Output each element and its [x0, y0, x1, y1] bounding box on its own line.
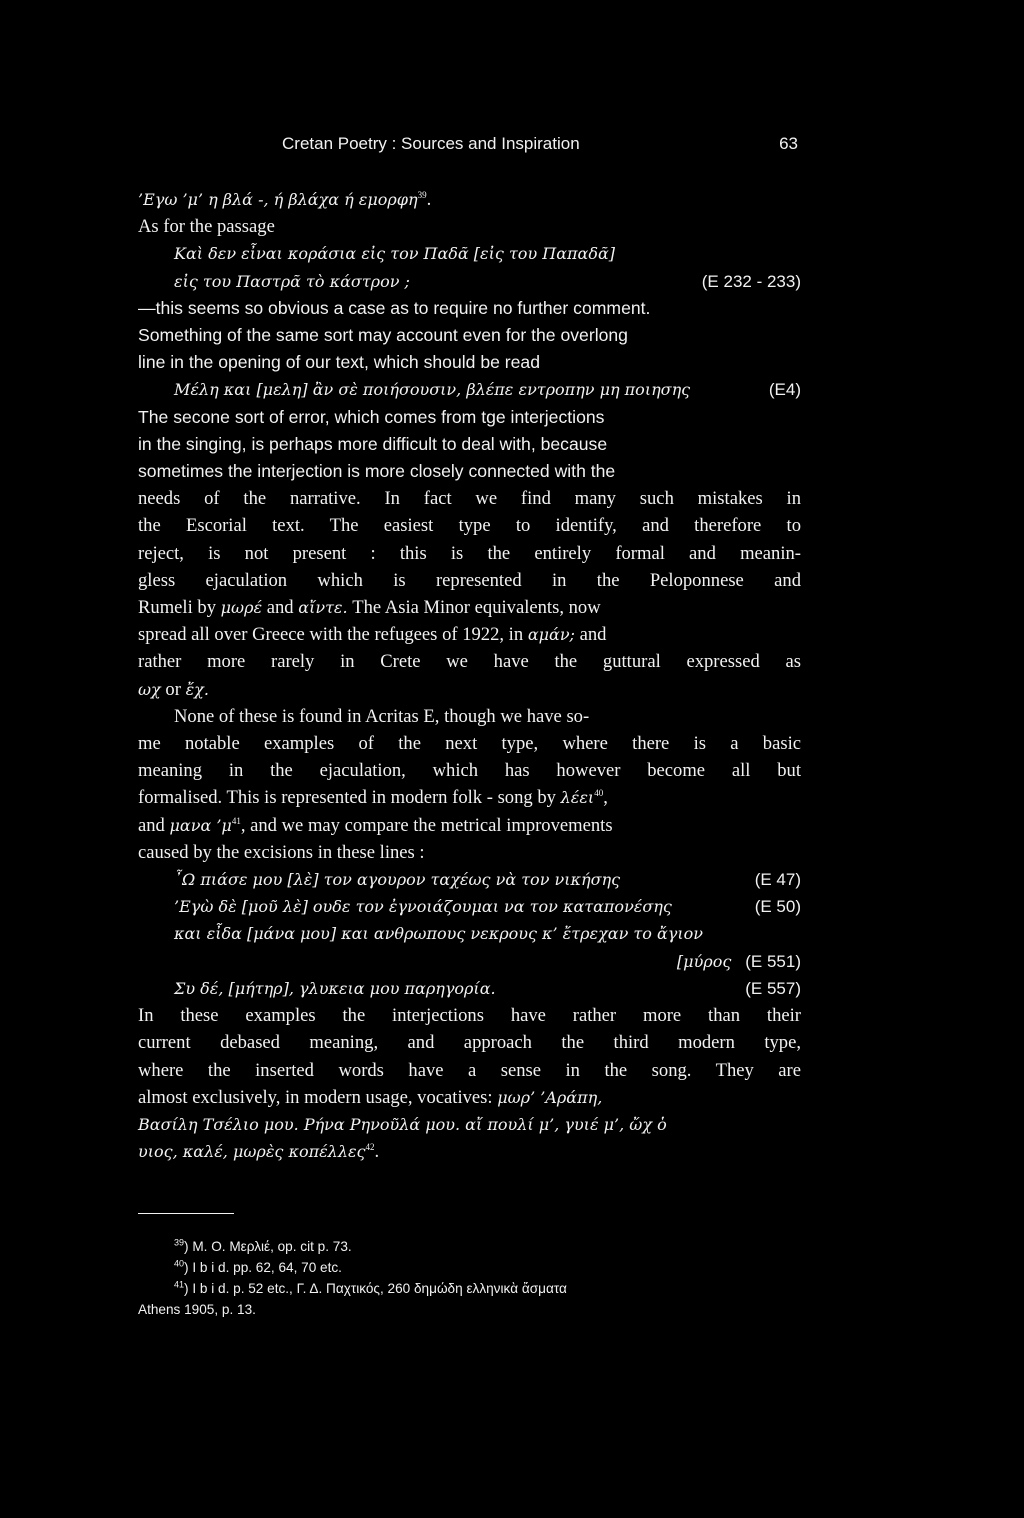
- text-line: almost exclusively, in modern usage, vocatives: μωρ’ ’Αράπη,: [138, 1086, 603, 1108]
- text-line: reject, is not present : this is the entirely formal and meanin-: [138, 542, 801, 564]
- text-line: —this seems so obvious a case as to require no further comment.: [138, 297, 651, 318]
- text-line: the Escorial text. The easiest type to identify, and therefore to: [138, 515, 801, 537]
- quoted-verse: εἰς του Παστρᾶ τὸ κάστρον ; (E 232 - 233): [138, 268, 801, 295]
- text-line: needs of the narrative. In fact we find many such mistakes in: [138, 488, 801, 510]
- footnote-ref: 42: [365, 1141, 375, 1152]
- footnote: $^{39}$) M. O. Μερλιέ, op. cit p. 73.: [174, 1237, 352, 1254]
- body-text: [138, 186, 801, 1165]
- text-line: me notable examples of the next type, where there is a basic: [138, 733, 801, 755]
- text-line: formalised. This is represented in modern folk - song by λέει$^{40}$,: [138, 787, 608, 809]
- verse-reference: (E 232 - 233): [701, 271, 801, 291]
- text-line: As for the passage: [138, 216, 275, 238]
- verse-reference: (E 50): [754, 897, 801, 917]
- quoted-verse: [μύρος (E 551): [676, 951, 801, 971]
- text-line: ’Εγω ’μ’ η βλά -, ή βλάχα ή εμορφη$^{39}$.: [138, 189, 432, 210]
- text-line: Βασίλη Τσέλιο μου. Ρήνα Ρηνοῦλά μου. αἴ πουλί μ’, γυιέ μ’, ὤχ ὁ: [138, 1114, 667, 1134]
- text-line: spread all over Greece with the refugees of 1922, in αμάν; and: [138, 624, 607, 646]
- text-line: None of these is found in Acritas E, though we have so-: [174, 705, 590, 727]
- quoted-verse: Μέλη και [μελη] ἂν σὲ ποιήσουσιν, βλέπε εντροπην μη ποιησης (E4): [138, 376, 801, 403]
- footnote-continuation: Athens 1905, p. 13.: [138, 1302, 256, 1317]
- text-line: caused by the excisions in these lines :: [138, 841, 425, 863]
- text-line: and μανα $’\mu^{41}$, and we may compare the metrical improvements: [138, 814, 613, 836]
- quoted-verse: Καὶ δεν εἶναι κοράσια εἰς τον Παδᾶ [εἰς του Παπαδᾶ]: [174, 244, 616, 264]
- verse-reference: (E 47): [754, 870, 801, 890]
- quoted-verse: Συ δέ, [μήτηρ], γλυκεια μου παρηγορία. (E 557): [138, 975, 801, 1002]
- text-line: where the inserted words have a sense in the song. They are: [138, 1059, 801, 1081]
- verse-reference: (E 551): [745, 951, 801, 971]
- quoted-verse: ῏Ω πιάσε μου [λὲ] τον αγουρον ταχέως νὰ τον νικήσης (E 47): [138, 866, 801, 893]
- text-line: current debased meaning, and approach the third modern type,: [138, 1032, 801, 1054]
- text-line: The secone sort of error, which comes from tge interjections: [138, 406, 605, 427]
- footnotes: [138, 1236, 818, 1320]
- text-line: Something of the same sort may account even for the overlong: [138, 325, 628, 346]
- page-number: 63: [779, 134, 798, 153]
- quoted-verse: ’Εγὼ δὲ [μοῦ λὲ] ουδε τον ἐγνοιάζουμαι να τον καταπονέσης (E 50): [138, 893, 801, 920]
- text-line: In these examples the interjections have rather more than their: [138, 1005, 801, 1027]
- footnote-ref: 40: [594, 788, 604, 799]
- text-line: sometimes the interjection is more closely connected with the: [138, 461, 616, 482]
- text-line: ωχ or ἔχ.: [138, 678, 209, 700]
- text-line: υιος, καλέ, μωρὲς κοπέλλες$^{42}$.: [138, 1141, 380, 1163]
- text-line: gless ejaculation which is represented in the Peloponnese and: [138, 569, 801, 591]
- verse-reference: (E 557): [745, 978, 801, 998]
- quoted-verse: και εἶδα [μάνα μου] και ανθρωπους νεκρους κ’ ἔτρεχαν το ἄγιον: [174, 924, 703, 944]
- footnote: $^{41}$) I b i d. p. 52 etc., Γ. Δ. Παχτικός, 260 δημώδη ελληνικὰ ἄσματα: [174, 1279, 567, 1296]
- text-line: in the singing, is perhaps more difficult to deal with, because: [138, 433, 608, 454]
- text-line: meaning in the ejaculation, which has however become all but: [138, 760, 801, 782]
- footnote-ref: 39: [417, 189, 427, 200]
- verse-reference: (E4): [768, 380, 801, 400]
- running-title: Cretan Poetry : Sources and Inspiration: [282, 134, 580, 153]
- text-line: line in the opening of our text, which should be read: [138, 352, 540, 373]
- text-line: rather more rarely in Crete we have the guttural expressed as: [138, 651, 801, 673]
- footnote: $^{40}$) I b i d. pp. 62, 64, 70 etc.: [174, 1258, 342, 1275]
- footnote-separator: [138, 1213, 234, 1214]
- footnote-ref: 41: [231, 815, 241, 826]
- text-line: Rumeli by μωρέ and αἴντε. The Asia Minor equivalents, now: [138, 597, 601, 619]
